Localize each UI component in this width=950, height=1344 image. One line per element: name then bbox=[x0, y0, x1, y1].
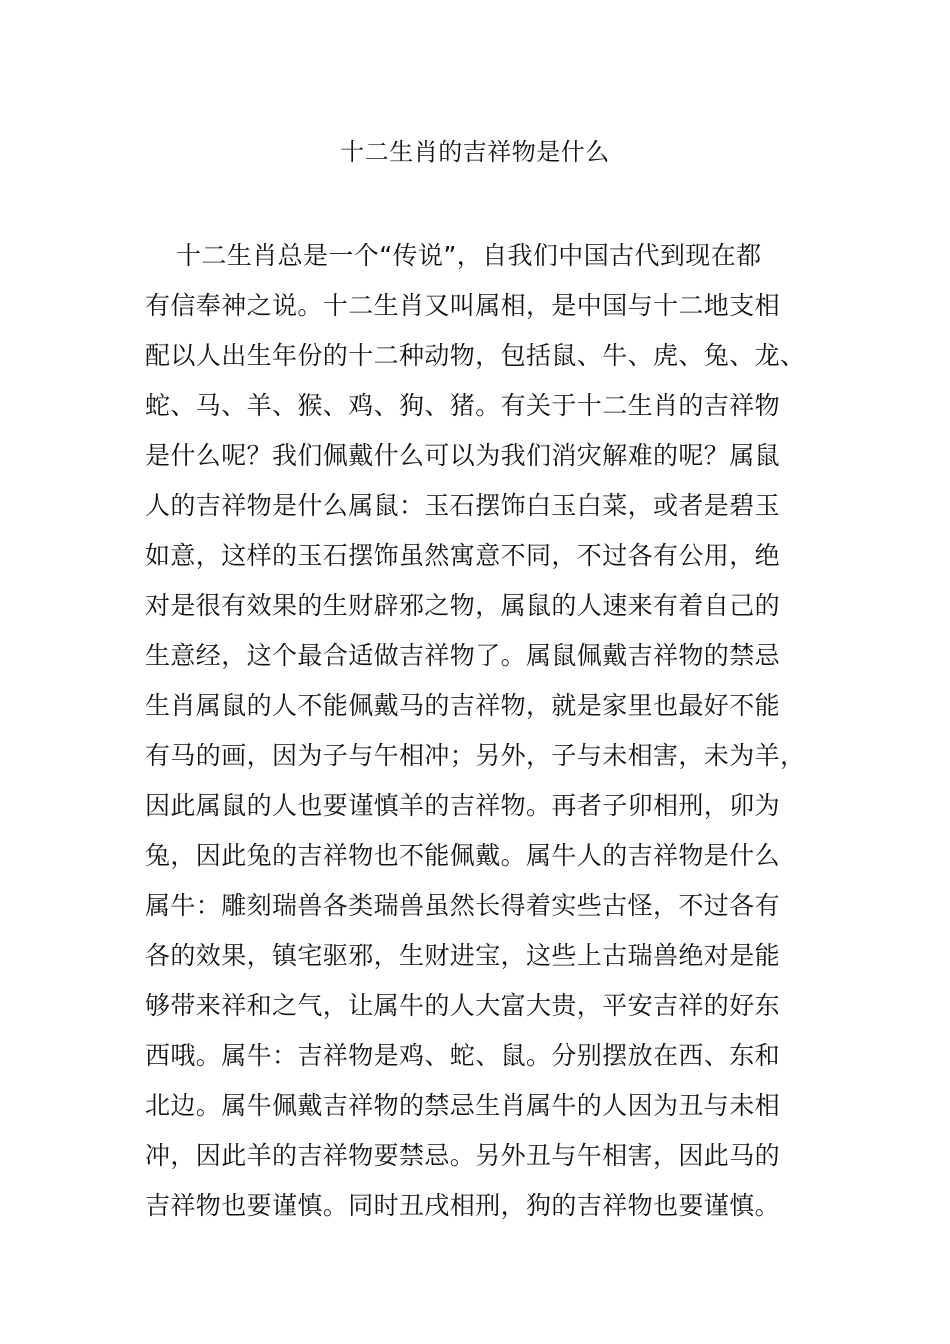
body-line: 十二生肖总是一个“传说”，自我们中国古代到现在都 bbox=[176, 241, 762, 270]
body-line: 蛇、马、羊、猴、鸡、狗、猪。有关于十二生肖的吉祥物 bbox=[145, 391, 781, 420]
body-line: 有马的画，因为子与午相冲；另外，子与未相害，未为羊， bbox=[145, 741, 806, 770]
body-line: 因此属鼠的人也要谨慎羊的吉祥物。再者子卯相刑，卯为 bbox=[145, 791, 781, 820]
body-line: 如意，这样的玉石摆饰虽然寓意不同，不过各有公用，绝 bbox=[145, 541, 781, 570]
body-line: 兔，因此兔的吉祥物也不能佩戴。属牛人的吉祥物是什么 bbox=[145, 841, 781, 870]
document-title: 十二生肖的吉祥物是什么 bbox=[340, 138, 610, 166]
body-line: 冲，因此羊的吉祥物要禁忌。另外丑与午相害，因此马的 bbox=[145, 1141, 781, 1170]
body-line: 吉祥物也要谨慎。同时丑戌相刑，狗的吉祥物也要谨慎。 bbox=[145, 1191, 781, 1220]
body-line: 西哦。属牛：吉祥物是鸡、蛇、鼠。分别摆放在西、东和 bbox=[145, 1041, 781, 1070]
body-line: 各的效果，镇宅驱邪，生财进宝，这些上古瑞兽绝对是能 bbox=[145, 941, 781, 970]
body-line: 北边。属牛佩戴吉祥物的禁忌生肖属牛的人因为丑与未相 bbox=[145, 1091, 781, 1120]
document-body bbox=[145, 231, 805, 1231]
body-line: 生肖属鼠的人不能佩戴马的吉祥物，就是家里也最好不能 bbox=[145, 691, 781, 720]
body-line: 有信奉神之说。十二生肖又叫属相，是中国与十二地支相 bbox=[145, 291, 781, 320]
body-line: 配以人出生年份的十二种动物，包括鼠、牛、虎、兔、龙、 bbox=[145, 341, 806, 370]
body-line: 是什么呢？我们佩戴什么可以为我们消灾解难的呢？属鼠 bbox=[145, 441, 781, 470]
body-line: 生意经，这个最合适做吉祥物了。属鼠佩戴吉祥物的禁忌 bbox=[145, 641, 781, 670]
body-line: 属牛：雕刻瑞兽各类瑞兽虽然长得着实些古怪，不过各有 bbox=[145, 891, 781, 920]
body-line: 人的吉祥物是什么属鼠：玉石摆饰白玉白菜，或者是碧玉 bbox=[145, 491, 781, 520]
body-line: 够带来祥和之气，让属牛的人大富大贵，平安吉祥的好东 bbox=[145, 991, 781, 1020]
body-line: 对是很有效果的生财辟邪之物，属鼠的人速来有着自己的 bbox=[145, 591, 781, 620]
